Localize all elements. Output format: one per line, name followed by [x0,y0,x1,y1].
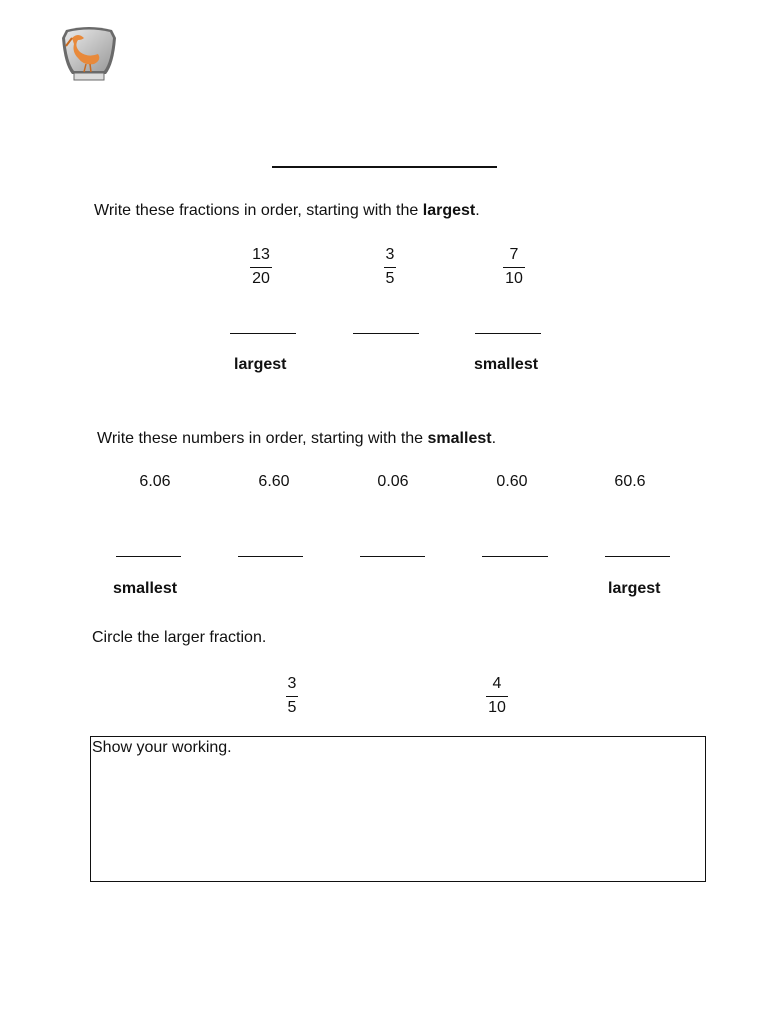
q2-answer-blank-4[interactable] [482,556,548,557]
q2-label-smallest: smallest [113,580,178,597]
working-box[interactable] [90,736,706,882]
q1-instruction: Write these fractions in order, starting with the largest. [94,202,480,219]
numerator: 7 [509,246,519,263]
q1-fraction-2 [384,246,396,288]
q3-fraction-1[interactable] [286,675,298,717]
school-logo [58,24,120,84]
title-underline [272,166,497,168]
numerator: 3 [385,246,395,263]
denominator: 10 [505,270,523,287]
denominator: 20 [252,270,270,287]
q2-number-5: 60.6 [614,473,646,490]
q2-answer-blank-3[interactable] [360,556,425,557]
numerator: 3 [287,675,297,692]
q2-instruction: Write these numbers in order, starting with the smallest. [97,430,497,447]
denominator: 5 [385,270,395,287]
denominator: 5 [287,699,297,716]
q3-instruction: Circle the larger fraction. [92,629,267,646]
q1-fraction-3 [503,246,525,288]
ibis-crest-icon [58,24,120,84]
q2-answer-blank-2[interactable] [238,556,303,557]
q2-number-1: 6.06 [139,473,171,490]
q2-number-2: 6.60 [258,473,290,490]
denominator: 10 [488,699,506,716]
q2-number-3: 0.06 [377,473,409,490]
numerator: 13 [252,246,270,263]
q2-answer-blank-5[interactable] [605,556,670,557]
q1-answer-blank-3[interactable] [475,333,541,334]
q1-answer-blank-2[interactable] [353,333,419,334]
q1-answer-blank-1[interactable] [230,333,296,334]
q1-label-largest: largest [234,356,287,373]
q2-answer-blank-1[interactable] [116,556,181,557]
q2-number-4: 0.60 [496,473,528,490]
working-box-label: Show your working. [92,739,232,756]
q1-label-smallest: smallest [474,356,539,373]
numerator: 4 [492,675,502,692]
q1-fraction-1 [250,246,272,288]
q2-label-largest: largest [608,580,661,597]
q3-fraction-2[interactable] [486,675,508,717]
